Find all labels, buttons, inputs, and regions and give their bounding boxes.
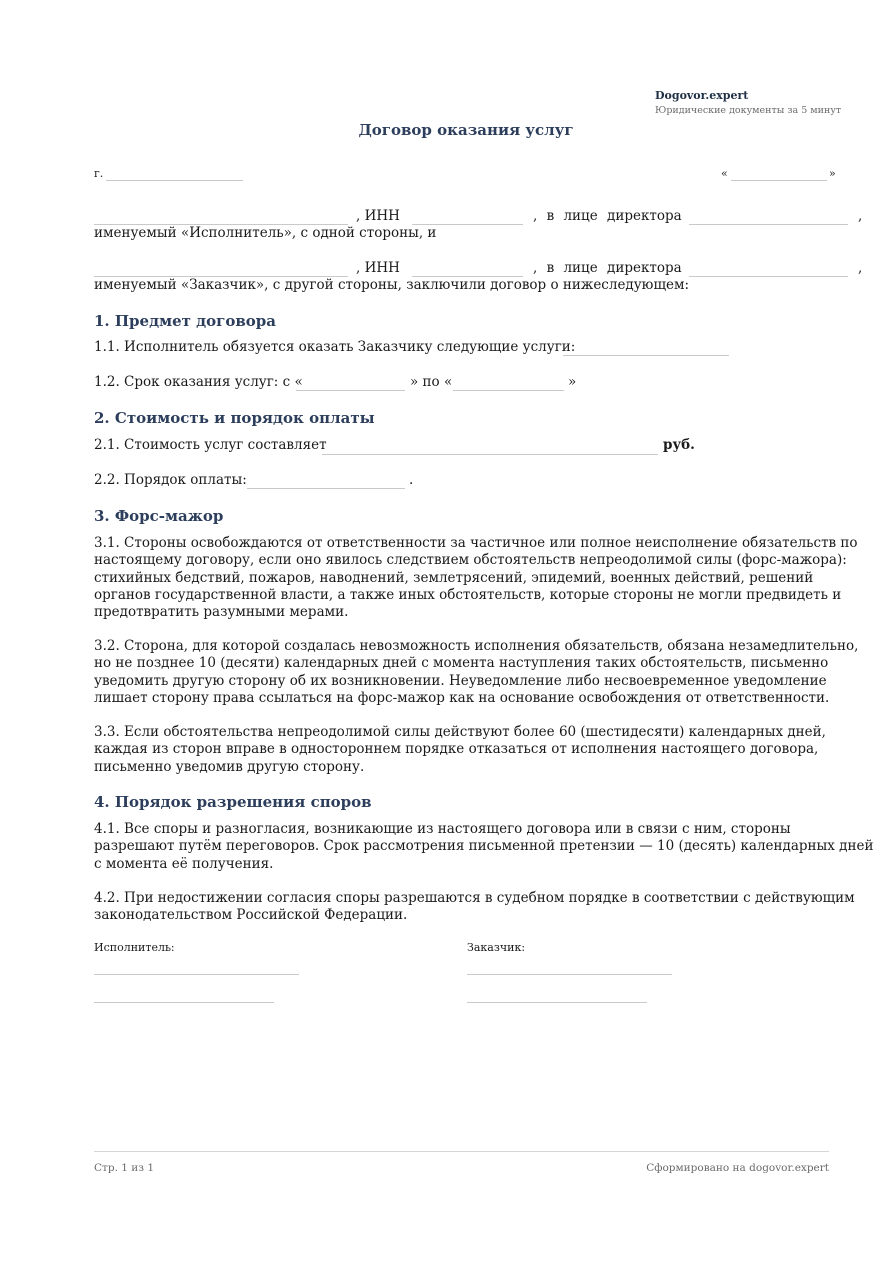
customer-comma: , — [858, 260, 863, 276]
customer-director-label: , в лице директора — [533, 260, 682, 276]
brand-name: Dogovor.expert — [655, 89, 749, 102]
customer-signature-label: Заказчик: — [467, 941, 526, 954]
footer-divider — [94, 1151, 829, 1152]
clause-1-1: 1.1. Исполнитель обязуется оказать Заказчику следующие услуги: — [94, 339, 576, 355]
clause-1-2-start: 1.2. Срок оказания услуг: с « — [94, 374, 303, 390]
date-close-quote: » — [829, 167, 836, 180]
date-open-quote: « — [721, 167, 728, 180]
customer-director-line[interactable] — [689, 276, 848, 277]
clause-3-1: 3.1. Стороны освобождаются от ответственности за частичное или полное неисполнение обязательств по настоящему договору, если оно явилось следствием обстоятельств непреодолимой силы (форс-мажора): стихийных бедствий, пожаров, наводнений, землетрясений, эпидемий, военных действий, решений органов государственной власти, а также иных обстоятельств, которые стороны не могли предвидеть и предотвратить разумными мерами. — [94, 535, 858, 621]
term-start-line[interactable] — [296, 390, 405, 391]
executor-director-label: , в лице директора — [533, 208, 682, 224]
executor-comma: , — [858, 208, 863, 224]
clause-2-1: 2.1. Стоимость услуг составляет — [94, 437, 327, 453]
section-4-heading: 4. Порядок разрешения споров — [94, 793, 372, 811]
customer-inn-label: , ИНН — [356, 260, 400, 276]
payment-order-line[interactable] — [247, 488, 405, 489]
document-title: Договор оказания услуг — [358, 121, 574, 139]
clause-1-2-mid: » по « — [410, 374, 453, 390]
date-field-line[interactable] — [731, 180, 827, 181]
customer-name-sign-line[interactable] — [467, 1002, 647, 1003]
term-end-line[interactable] — [453, 390, 564, 391]
footer-page-number: Стр. 1 из 1 — [94, 1162, 155, 1174]
clause-4-2: 4.2. При недостижении согласия споры разрешаются в судебном порядке в соответствии с действующим законодательством Российской Федерации. — [94, 890, 855, 924]
clause-2-2: 2.2. Порядок оплаты: — [94, 472, 247, 488]
city-prefix: г. — [94, 167, 104, 180]
clause-4-1: 4.1. Все споры и разногласия, возникающие из настоящего договора или в связи с ним, стороны разрешают путём переговоров. Срок рассмотрения письменной претензии — 10 (десять) календарных дней с момента её получения. — [94, 821, 874, 872]
price-field-line[interactable] — [322, 454, 658, 455]
clause-3-2: 3.2. Сторона, для которой создалась невозможность исполнения обязательств, обязана незамедлительно, но не позднее 10 (десяти) календарных дней с момента наступления таких обстоятельств, письменно уведомить другую сторону об их возникновении. Неуведомление либо несвоевременное уведомление лишает сторону права ссылаться на форс-мажор как на основание освобождения от ответственности. — [94, 638, 859, 706]
brand-tagline: Юридические документы за 5 минут — [655, 105, 842, 116]
executor-signature-label: Исполнитель: — [94, 941, 175, 954]
executor-text: именуемый «Исполнитель», с одной стороны, и — [94, 225, 437, 241]
price-unit: руб. — [663, 437, 695, 453]
customer-signature-line[interactable] — [467, 974, 672, 975]
clause-2-2-end: . — [409, 472, 414, 488]
customer-text: именуемый «Заказчик», с другой стороны, заключили договор о нижеследующем: — [94, 277, 690, 293]
section-1-heading: 1. Предмет договора — [94, 312, 276, 330]
executor-director-line[interactable] — [689, 224, 848, 225]
city-field-line[interactable] — [106, 180, 243, 181]
executor-name-sign-line[interactable] — [94, 1002, 274, 1003]
clause-3-3: 3.3. Если обстоятельства непреодолимой силы действуют более 60 (шестидесяти) календарных дней, каждая из сторон вправе в одностороннем порядке отказаться от исполнения настоящего договора, письменно уведомив другую сторону. — [94, 724, 826, 775]
section-2-heading: 2. Стоимость и порядок оплаты — [94, 409, 375, 427]
executor-inn-label: , ИНН — [356, 208, 400, 224]
clause-1-2-end: » — [568, 374, 577, 390]
footer-generated: Сформировано на dogovor.expert — [646, 1162, 829, 1174]
services-field-line[interactable] — [563, 355, 729, 356]
executor-signature-line[interactable] — [94, 974, 299, 975]
section-3-heading: 3. Форс-мажор — [94, 507, 224, 525]
